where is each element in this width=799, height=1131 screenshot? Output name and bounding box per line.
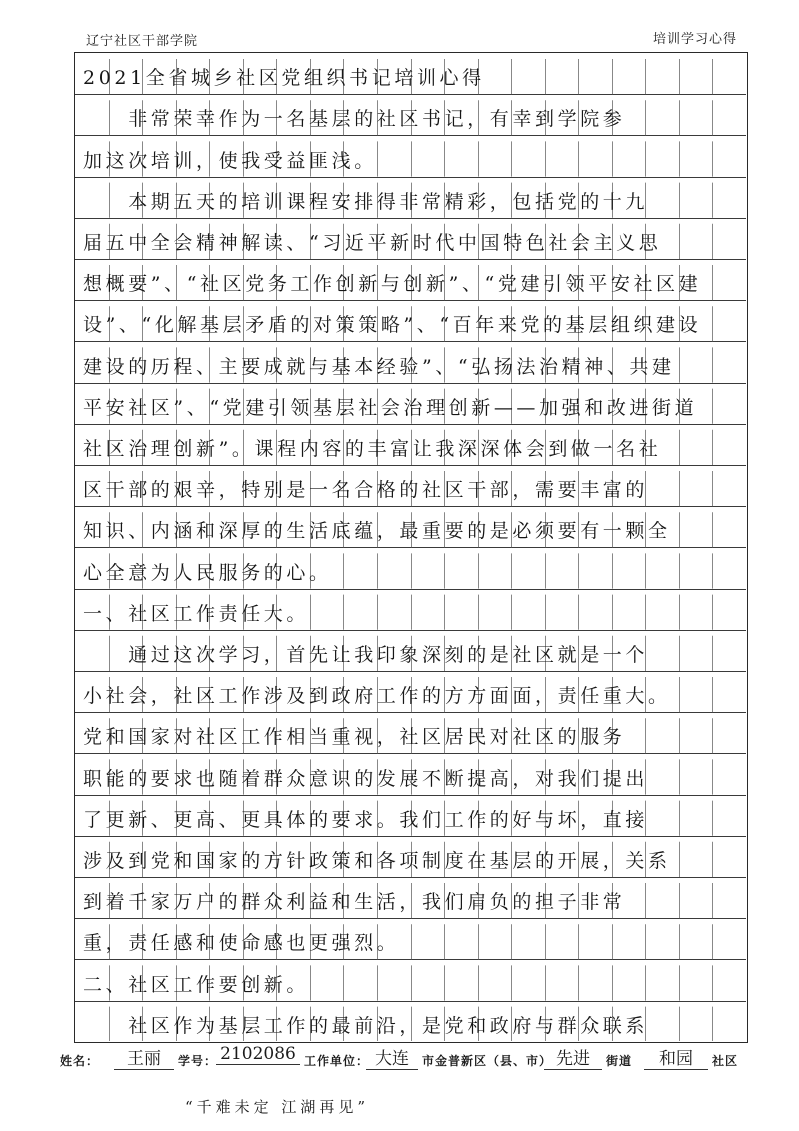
essay-line: 届五中全会精神解读、“习近平新时代中国特色社会主义思 [83, 231, 662, 254]
essay-line: 了更新、更高、更具体的要求。我们工作的好与坏，直接 [83, 808, 649, 831]
essay-line: 设”、“化解基层矛盾的对策策略”、“百年来党的基层组织建设 [83, 314, 702, 337]
student-id-label: 学号： [178, 1054, 218, 1068]
essay-line: 涉及到党和国家的方针政策和各项制度在基层的开展，关系 [83, 849, 671, 872]
document-type: 培训学习心得 [652, 32, 737, 47]
street-value: 先进 [544, 1044, 602, 1070]
essay-line: 社区治理创新”。课程内容的丰富让我深深体会到做一名社 [83, 437, 662, 460]
student-id-value: 2102086 [216, 1044, 300, 1065]
city-value: 大连 [366, 1044, 418, 1070]
essay-line: 通过这次学习，首先让我印象深刻的是社区就是一个 [83, 643, 649, 666]
essay-line: 区干部的艰辛，特别是一名合格的社区干部，需要丰富的 [83, 479, 649, 502]
community-label: 社区 [712, 1054, 739, 1068]
essay-line: 心全意为人民服务的心。 [83, 561, 332, 584]
section-heading: 一、社区工作责任大。 [83, 602, 310, 625]
essay-line: 重，责任感和使命感也更强烈。 [83, 932, 400, 955]
name-value: 王丽 [114, 1044, 174, 1070]
page-header [0, 26, 799, 52]
community-value: 和园 [644, 1044, 708, 1070]
essay-line: 知识、内涵和深厚的生活底蕴，最重要的是必须要有一颗全 [83, 520, 671, 543]
essay-line: 建设的历程、主要成就与基本经验”、“弘扬法治精神、共建 [83, 355, 675, 378]
district-label: 市金普新区（县、市） [422, 1054, 553, 1068]
essay-line: 想概要”、“社区党务工作创新与创新”、“党建引领平安社区建 [83, 273, 702, 296]
essay-title: 2021全省城乡社区党组织书记培训心得 [83, 67, 485, 90]
essay-line: 社区作为基层工作的最前沿，是党和政府与群众联系 [83, 1014, 649, 1037]
essay-line: 党和国家对社区工作相当重视，社区居民对社区的服务 [83, 726, 626, 749]
handwritten-motto: “千难未定 江湖再见” [185, 1098, 370, 1116]
essay-line: 加这次培训，使我受益匪浅。 [83, 149, 377, 172]
essay-line: 职能的要求也随着群众意识的发展不断提高，对我们提出 [83, 767, 649, 790]
work-unit-label: 工作单位： [304, 1054, 370, 1068]
essay-line: 平安社区”、“党建引领基层社会治理创新——加强和改进街道 [83, 396, 698, 419]
essay-line: 小社会，社区工作涉及到政府工作的方方面面，责任重大。 [83, 685, 671, 708]
essay-line: 到着千家万户的群众利益和生活，我们肩负的担子非常 [83, 891, 626, 914]
street-label: 街道 [606, 1054, 633, 1068]
institution-name: 辽宁社区干部学院 [86, 34, 199, 49]
name-label: 姓名： [60, 1054, 100, 1068]
essay-line: 非常荣幸作为一名基层的社区书记，有幸到学院参 [83, 108, 626, 131]
essay-line: 本期五天的培训课程安排得非常精彩，包括党的十九 [83, 190, 649, 213]
section-heading: 二、社区工作要创新。 [83, 973, 310, 996]
writing-grid-paper [74, 52, 748, 1043]
student-info-footer [60, 1044, 760, 1072]
